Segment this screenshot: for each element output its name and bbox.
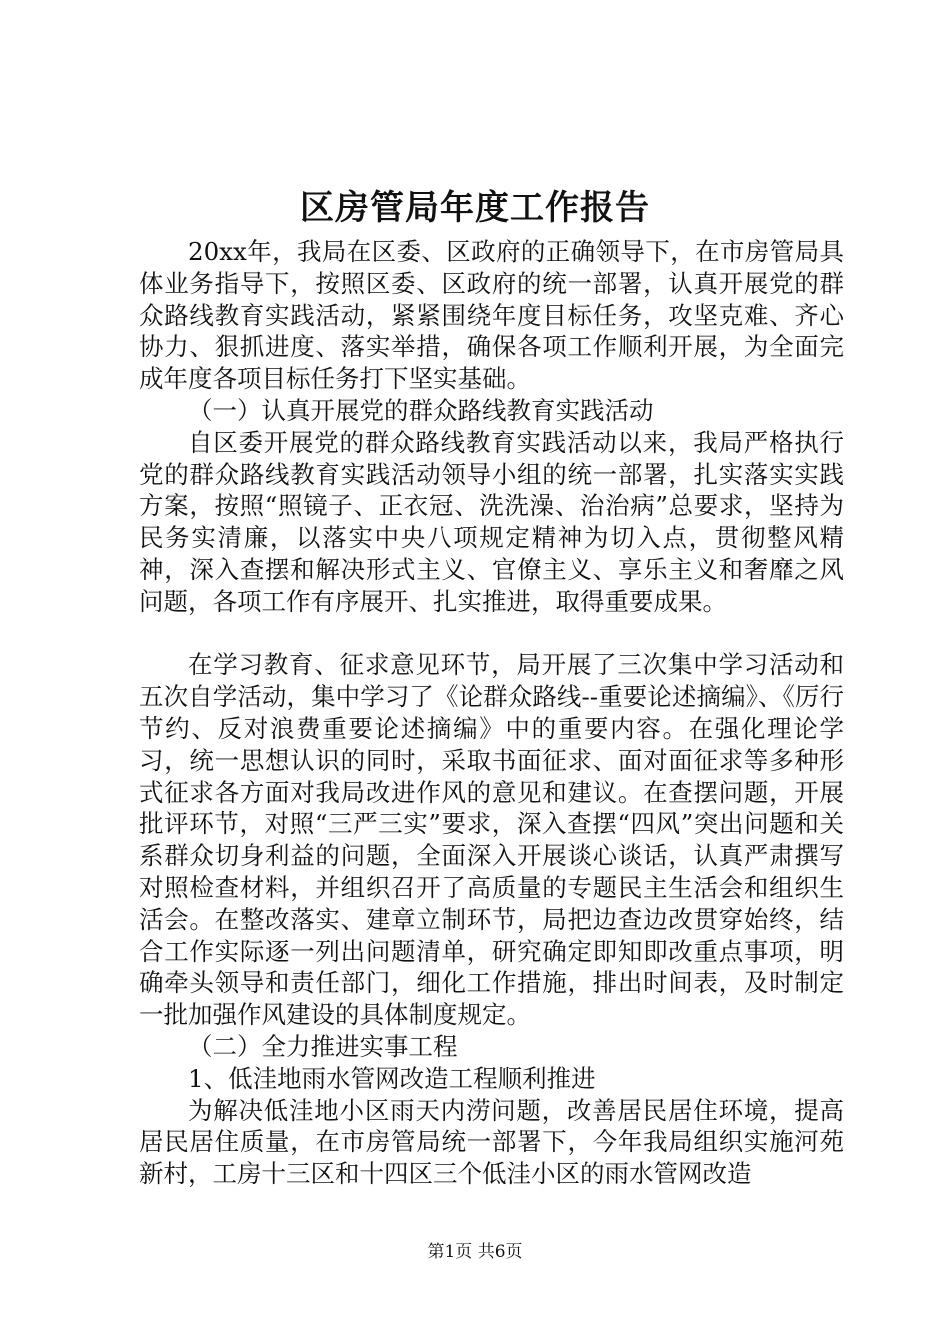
- body-paragraph: 自区委开展党的群众路线教育实践活动以来，我局严格执行党的群众路线教育实践活动领导小组的统一部署，扎实落实实践方案，按照“照镜子、正衣冠、洗洗澡、治治病”总要求，坚持为民务实清廉，以落实中央八项规定精神为切入点，贯彻整风精神，深入查摆和解决形式主义、官僚主义、享乐主义和奢靡之风问题，各项工作有序展开、扎实推进，取得重要成果。: [139, 427, 844, 616]
- document-body: [139, 236, 844, 1190]
- section-heading-1: （一）认真开展党的群众路线教育实践活动: [188, 395, 654, 425]
- paragraph-spacer: [139, 618, 844, 650]
- section-heading-2: （二）全力推进实事工程: [188, 1031, 458, 1061]
- subsection-heading: 1、低洼地雨水管网改造工程顺利推进: [188, 1063, 596, 1093]
- body-paragraph: 为解决低洼地小区雨天内涝问题，改善居民居住环境，提高居民居住质量，在市房管局统一部署下，今年我局组织实施河苑新村，工房十三区和十四区三个低洼小区的雨水管网改造: [139, 1095, 844, 1189]
- page-number-footer: 第1页 共6页: [427, 1242, 523, 1262]
- intro-paragraph: 20xx年，我局在区委、区政府的正确领导下，在市房管局具体业务指导下，按照区委、区政府的统一部署，认真开展党的群众路线教育实践活动，紧紧围绕年度目标任务，攻坚克难、齐心协力、狠抓进度、落实举措，确保各项工作顺利开展，为全面完成年度各项目标任务打下坚实基础。: [139, 237, 844, 394]
- document-title: 区房管局年度工作报告: [300, 188, 650, 228]
- body-paragraph: 在学习教育、征求意见环节，局开展了三次集中学习活动和五次自学活动，集中学习了《论群众路线--重要论述摘编》、《厉行节约、反对浪费重要论述摘编》中的重要内容。在强化理论学习，统一思想认识的同时，采取书面征求、面对面征求等多种形式征求各方面对我局改进作风的意见和建议。在查摆问题，开展批评环节，对照“三严三实”要求，深入查摆“四风”突出问题和关系群众切身利益的问题，全面深入开展谈心谈话，认真严肃撰写对照检查材料，并组织召开了高质量的专题民主生活会和组织生活会。在整改落实、建章立制环节，局把边查边改贯穿始终，结合工作实际逐一列出问题清单，研究确定即知即改重点事项，明确牵头领导和责任部门，细化工作措施，排出时间表，及时制定一批加强作风建设的具体制度规定。: [139, 650, 844, 1030]
